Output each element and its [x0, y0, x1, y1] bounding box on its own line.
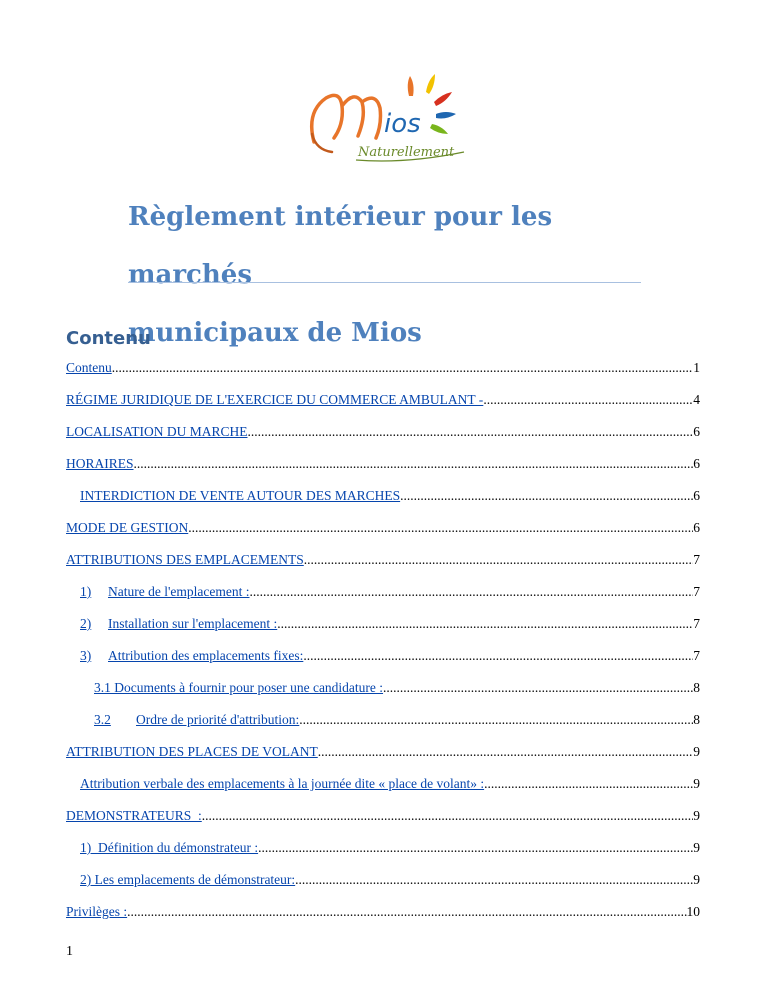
toc-entry-text[interactable]: MODE DE GESTION	[66, 520, 189, 535]
toc-entry-text[interactable]: LOCALISATION DU MARCHE	[66, 424, 248, 439]
toc-entry-text[interactable]: DEMONSTRATEURS :	[66, 808, 202, 823]
title-line-2: municipaux de Mios	[128, 318, 422, 348]
toc-entry-text[interactable]: INTERDICTION DE VENTE AUTOUR DES MARCHES	[80, 488, 401, 503]
toc-entry-text[interactable]: HORAIRES	[66, 456, 134, 471]
logo-tagline: Naturellement	[358, 145, 455, 160]
toc-entry-text[interactable]: Contenu	[66, 360, 112, 375]
toc-entry-documents-candidature[interactable]	[94, 678, 700, 698]
toc-entry-text[interactable]: Attribution verbale des emplacements à la journée dite « place de volant» :	[80, 776, 485, 791]
toc-entry-page: 8	[693, 712, 700, 727]
toc-entry-contenu[interactable]	[66, 358, 700, 378]
toc-entry-page: 9	[693, 744, 700, 759]
toc-entry-page: 7	[693, 648, 700, 663]
toc-entry-page: 9	[693, 808, 700, 823]
toc-entry-page: 8	[693, 680, 700, 695]
toc-entry-page: 9	[693, 872, 700, 887]
toc-entry-page: 7	[693, 552, 700, 567]
toc-entry-page: 6	[693, 488, 700, 503]
toc-entry-text[interactable]: Nature de l'emplacement :	[108, 584, 250, 599]
toc-entry-interdiction-vente[interactable]	[80, 486, 700, 506]
toc-entry-mode-gestion[interactable]	[66, 518, 700, 538]
toc-entry-installation-emplacement[interactable]	[80, 614, 700, 634]
toc-entry-attribution-fixes[interactable]	[80, 646, 700, 666]
toc-entry-page: 6	[693, 424, 700, 439]
toc-entry-places-volant[interactable]	[66, 742, 700, 762]
toc-entry-number[interactable]: 3.2	[94, 712, 111, 727]
toc-entry-number[interactable]: 1)	[80, 584, 92, 599]
toc-entry-ordre-priorite[interactable]	[94, 710, 700, 730]
mios-logo	[296, 72, 474, 170]
title-underline	[128, 282, 641, 283]
toc-entry-page: 1	[693, 360, 700, 375]
toc-entry-page: 4	[693, 392, 700, 407]
toc-entry-text[interactable]: 2) Les emplacements de démonstrateur:	[80, 872, 296, 887]
page-number: 1	[66, 944, 73, 959]
title-line-1: Règlement intérieur pour les marchés	[128, 202, 553, 290]
toc-entry-text[interactable]: 3.1 Documents à fournir pour poser une candidature :	[94, 680, 384, 695]
toc-entry-page: 7	[693, 616, 700, 631]
toc-entry-text[interactable]: Ordre de priorité d'attribution:	[136, 712, 300, 727]
document-title	[128, 188, 648, 362]
toc-entry-localisation[interactable]	[66, 422, 700, 442]
toc-entry-number[interactable]: 3)	[80, 648, 92, 663]
toc-entry-page: 7	[693, 584, 700, 599]
toc-entry-text[interactable]: RÉGIME JURIDIQUE DE L'EXERCICE DU COMMERCE AMBULANT -	[66, 392, 484, 407]
logo-petal-orange	[408, 76, 414, 96]
toc-entry-nature-emplacement[interactable]	[80, 582, 700, 602]
toc-entry-text[interactable]: Attribution des emplacements fixes:	[108, 648, 304, 663]
toc-entry-page: 10	[686, 904, 700, 919]
toc-heading: Contenu	[66, 328, 151, 349]
toc-entry-definition-demonstrateur[interactable]	[80, 838, 700, 858]
toc-entry-page: 6	[693, 456, 700, 471]
toc-entry-attribution-verbale[interactable]	[80, 774, 700, 794]
toc-entry-page: 9	[693, 776, 700, 791]
logo-swirl	[312, 95, 381, 142]
toc-entry-text[interactable]: ATTRIBUTIONS DES EMPLACEMENTS	[66, 552, 304, 567]
logo-petal-red	[434, 92, 452, 106]
toc-entry-regime-juridique[interactable]	[66, 390, 700, 410]
toc-entry-text[interactable]: ATTRIBUTION DES PLACES DE VOLANT	[66, 744, 318, 759]
logo-petal-blue	[436, 112, 456, 119]
toc-entry-emplacements-demonstrateur[interactable]	[80, 870, 700, 890]
toc-entry-attributions-emplacements[interactable]	[66, 550, 700, 570]
toc-entry-page: 6	[693, 520, 700, 535]
toc-entry-demonstrateurs[interactable]	[66, 806, 700, 826]
toc-entry-privileges[interactable]	[66, 902, 700, 922]
toc-entry-horaires[interactable]	[66, 454, 700, 474]
toc-entry-page: 9	[693, 840, 700, 855]
logo-petal-yellow	[426, 74, 435, 94]
toc-entry-text[interactable]: Installation sur l'emplacement :	[108, 616, 278, 631]
toc-entry-number[interactable]: 2)	[80, 616, 92, 631]
toc-entry-text[interactable]: 1) Définition du démonstrateur :	[80, 840, 259, 855]
logo-petal-green	[430, 124, 448, 134]
toc-entry-text[interactable]: Privilèges :	[66, 904, 128, 919]
svg-text:ios: ios	[384, 109, 421, 139]
